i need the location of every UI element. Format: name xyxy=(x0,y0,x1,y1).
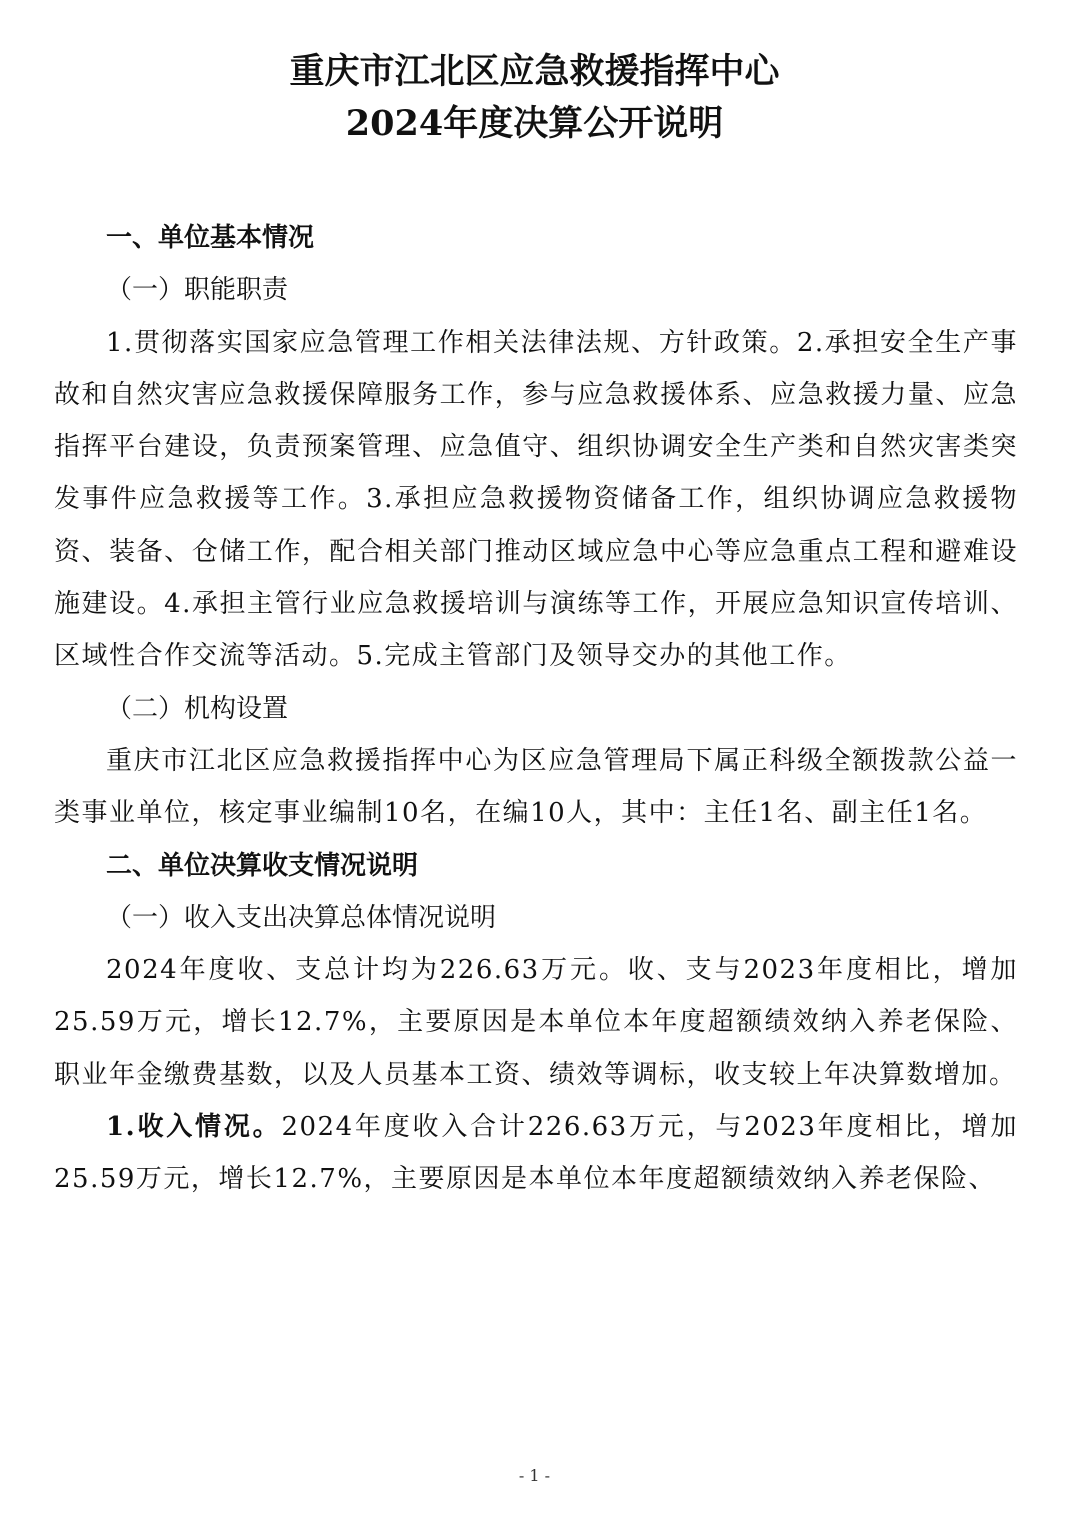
document-body xyxy=(54,212,1018,1206)
income-lead: 1.收入情况。 xyxy=(106,1112,282,1143)
document-title-line1: 重庆市江北区应急救援指挥中心 xyxy=(289,51,780,92)
document-title-line2: 2024年度决算公开说明 xyxy=(345,103,724,144)
subheading-duties: （一）职能职责 xyxy=(106,275,289,306)
page-number: - 1 - xyxy=(518,1466,551,1485)
paragraph-organization: 重庆市江北区应急救援指挥中心为区应急管理局下属正科级全额拨款公益一类事业单位，核定事业编制10名，在编10人，其中：主任1名、副主任1名。 xyxy=(54,745,1018,829)
income-text: 2024年度收入合计226.63万元，与2023年度相比，增加25.59万元，增长12.7%，主要原因是本单位本年度超额绩效纳入养老保险、 xyxy=(54,1112,1018,1195)
section-heading-budget: 二、单位决算收支情况说明 xyxy=(106,850,419,881)
subheading-overall: （一）收入支出决算总体情况说明 xyxy=(106,902,497,933)
paragraph-overall: 2024年度收、支总计均为226.63万元。收、支与2023年度相比，增加25.59万元，增长12.7%，主要原因是本单位本年度超额绩效纳入养老保险、职业年金缴费基数，以及人员基本工资、绩效等调标，收支较上年决算数增加。 xyxy=(54,955,1018,1090)
subheading-organization: （二）机构设置 xyxy=(106,693,289,724)
paragraph-income xyxy=(54,1101,1018,1206)
paragraph-duties: 1.贯彻落实国家应急管理工作相关法律法规、方针政策。2.承担安全生产事故和自然灾害应急救援保障服务工作，参与应急救援体系、应急救援力量、应急指挥平台建设，负责预案管理、应急值守、组织协调安全生产类和自然灾害类突发事件应急救援等工作。3.承担应急救援物资储备工作，组织协调应急救援物资、装备、仓储工作，配合相关部门推动区域应急中心等应急重点工程和避难设施建设。4.承担主管行业应急救援培训与演练等工作，开展应急知识宣传培训、区域性合作交流等活动。5.完成主管部门及领导交办的其他工作。 xyxy=(54,327,1018,672)
section-heading-basic-info: 一、单位基本情况 xyxy=(106,223,315,253)
